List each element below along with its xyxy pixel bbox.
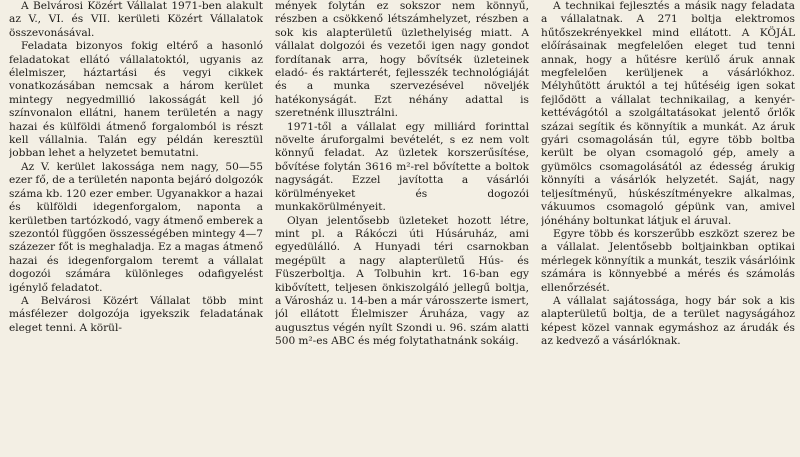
paragraph: A vállalat sajátossága, hogy bár sok a kis alapterületű boltja, de a terület nagyságához képest közel vannak egymáshoz az árudák és az kedvező a vásárlóknak. (541, 294, 795, 348)
article-column-3 (541, 0, 795, 457)
paragraph: Olyan jelentősebb üzleteket hozott létre, mint pl. a Rákóczi úti Húsáruház, ami egyedülálló. A Hunyadi téri csarnokban megépült a nagy alapterületű Hús- és Füszerboltja. A Tolbuhin krt. 16-ban egy kibővített, teljesen önkiszolgáló jellegű boltja, a Városház u. 14-ben a már városszerte ismert, jól ellátott Élelmiszer Áruháza, vagy az augusztus végén nyílt Szondi u. 96. szám alatti 500 m²-es ABC és még folytathatnánk sokáig. (275, 214, 529, 348)
paragraph: Az V. kerület lakossága nem nagy, 50—55 ezer fő, de a területén naponta bejáró dolgozók száma kb. 120 ezer ember. Ugyanakkor a hazai és külföldi idegenforgalom, naponta a kerületben tartózkodó, vagy átmenő emberek a szezontól függően összességében mintegy 4—7 százezer főt is meghaladja. Ez a magas átmenő hazai és idegenforgalom teremt a vállalat dogozói számára különleges odafigyelést igénylő feladatot. (9, 160, 263, 294)
paragraph-continued: mények folytán ez sokszor nem könnyű, részben a csökkenő létszámhelyzet, részben a sok kis alapterületű üzlethelyiség miatt. A vállalat dolgozói és vezetői igen nagy gondot fordítanak arra, hogy bővítsék üzleteinek eladó- és raktárterét, fejlesszék technológiáját és a munka szervezésével növeljék hatékonyságát. Ezt néhány adattal is szeretnénk illusztrálni. (275, 0, 529, 120)
paragraph: A technikai fejlesztés a másik nagy feladata a vállalatnak. A 271 boltja elektromos hűtőszekrényekkel mind ellátott. A KÖJÁL előírásainak megfelelően eleget tud tenni annak, hogy a hűtésre kerülő áruk annak megfelelően kerüljenek a vásárlókhoz. Mélyhűtött áruktól a tej hűtéséig igen sokat fejlődött a vállalat technikailag, a kenyér-kettévágótól a szolgáltatásokat jelentő őrlők százai segítik és könnyítik a munkát. Az áruk gyári csomagolásán túl, egyre több boltba került be olyan csomagoló gép, amely a gyümölcs csomagolásától az édesség árukig könnyíti a vásárlók helyzetét. Saját, nagy teljesítményű, húskészítményekre alkalmas, vákuumos csomagoló gépünk van, amivel jónéhány boltunkat látjuk el áruval. (541, 0, 795, 227)
article-column-1 (9, 0, 263, 457)
paragraph: Feladata bizonyos fokig eltérő a hasonló feladatokat ellátó vállalatoktól, ugyanis az élelmiszer, háztartási és vegyi cikkek vonatkozásában nemcsak a három kerület mintegy negyedmillió lakosságát kell jó színvonalon ellátni, hanem területén a nagy hazai és külföldi átmenő forgalomból is részt kell vállalnia. Talán egy példán keresztül jobban lehet a helyzetet bemutatni. (9, 40, 263, 160)
paragraph: A Belvárosi Közért Vállalat 1971-ben alakult az V., VI. és VII. kerületi Közért Vállalatok összevonásával. (9, 0, 263, 39)
paragraph: Egyre több és korszerűbb eszközt szerez be a vállalat. Jelentősebb boltjainkban optikai mérlegek könnyítik a munkát, teszik vásárlóink számára is könnyebbé a mérés és számolás ellenőrzését. (541, 227, 795, 294)
paragraph: 1971-től a vállalat egy milliárd forinttal növelte áruforgalmi bevételét, s ez nem volt könnyű feladat. Az üzletek korszerűsítése, bővítése folytán 3616 m²-rel bővítette a boltok nagyságát. Ezzel javította a vásárlói körülményeket és dogozói munkakörülményeit. (275, 120, 529, 214)
article-column-2 (275, 0, 529, 457)
paragraph: A Belvárosi Közért Vállalat több mint másfélezer dolgozója igyekszik feladatának eleget tenni. A körül- (9, 294, 263, 334)
